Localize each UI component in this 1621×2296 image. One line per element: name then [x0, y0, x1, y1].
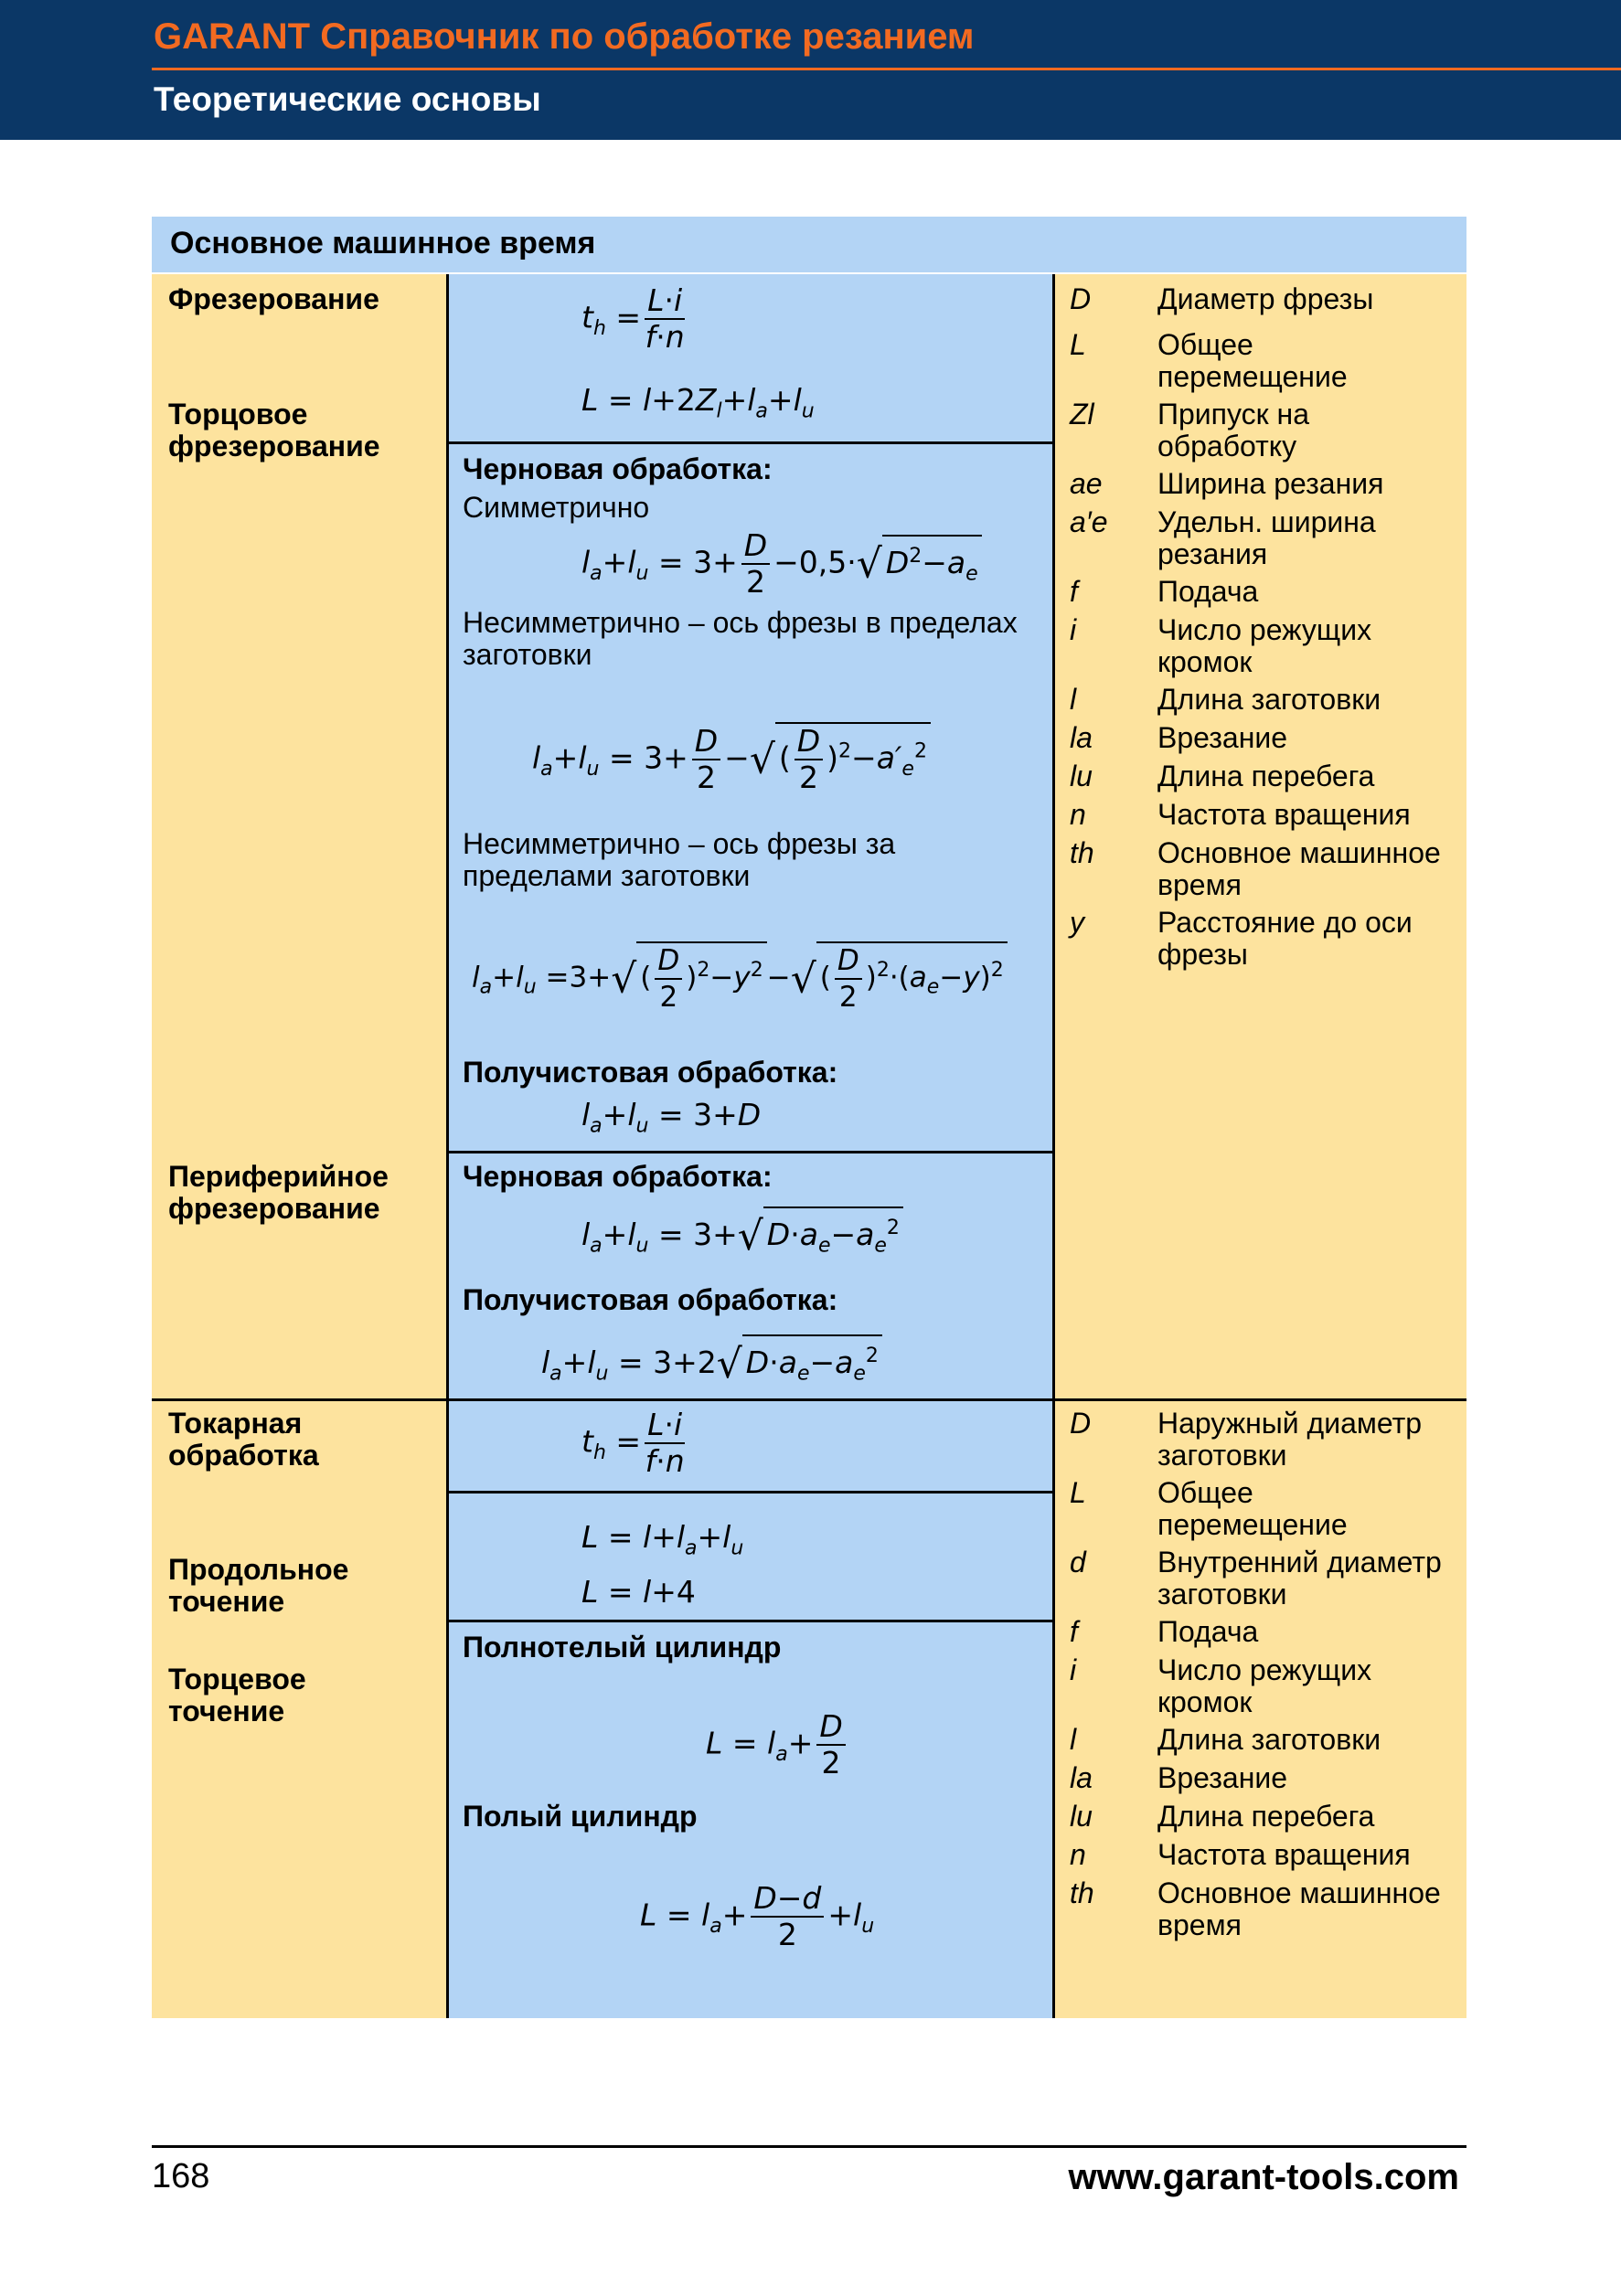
- legend-symbol: D: [1070, 1407, 1092, 1440]
- header-subtitle: Теоретические основы: [154, 80, 541, 118]
- asym-outside-label: Несимметрично – ось фрезы за пределами заготовки: [463, 827, 896, 892]
- legend-definition: Наружный диаметр заготовки: [1157, 1407, 1423, 1472]
- legend-definition: Длина заготовки: [1157, 683, 1381, 716]
- legend-definition: Внутренний диаметр заготовки: [1157, 1546, 1442, 1610]
- row-divider: [449, 441, 1052, 444]
- formula-asym-inside: $l_a+l_u = 3+$ $\frac{D}{2}$ −√ ( $\frac{D}{2}$ )$^2-a'_e^2$: [532, 722, 931, 795]
- legend-symbol: la: [1070, 1761, 1093, 1794]
- legend-symbol: n: [1070, 1838, 1086, 1871]
- column-divider: [1052, 274, 1055, 2018]
- legend-symbol: f: [1070, 1615, 1078, 1648]
- legend-definition: Врезание: [1157, 1761, 1288, 1794]
- formula-th-turning: $t_h$ = $\frac{L\cdot i}{f\cdot n}$: [581, 1407, 685, 1479]
- page-number: 168: [152, 2157, 210, 2195]
- legend-symbol: d: [1070, 1546, 1086, 1578]
- label-longitudinal-turning: Продольное точение: [168, 1553, 349, 1618]
- legend-definition: Припуск на обработку: [1157, 398, 1309, 462]
- formula-th-milling: $t_h$ = $\frac{L\cdot i}{f\cdot n}$: [581, 282, 685, 355]
- row-divider: [449, 1151, 1052, 1153]
- formula-rough-peripheral: $l_a+l_u = 3+√$ $D\cdot a_e-a_e^2$: [581, 1206, 903, 1267]
- legend-symbol: la: [1070, 721, 1093, 754]
- legend-definition: Длина перебега: [1157, 760, 1375, 792]
- rough-label-1: Черновая обработка:: [463, 452, 773, 485]
- legend-definition: Диаметр фрезы: [1157, 282, 1374, 315]
- formula-symmetric: $l_a+l_u = 3+$ $\frac{D}{2}$ −0,5·√ $D^2-a_e$: [581, 528, 982, 600]
- legend-symbol: a′e: [1070, 505, 1108, 538]
- semi-label-1: Получистовая обработка:: [463, 1056, 838, 1089]
- asym-inside-label: Несимметрично – ось фрезы в пределах заготовки: [463, 606, 1018, 671]
- semi-label-2: Получистовая обработка:: [463, 1283, 838, 1316]
- legend-symbol: l: [1070, 683, 1077, 716]
- hollow-cylinder-label: Полый цилиндр: [463, 1800, 698, 1833]
- legend-symbol: D: [1070, 282, 1092, 315]
- label-turning: Токарная обработка: [168, 1407, 319, 1472]
- legend-symbol: l: [1070, 1723, 1077, 1756]
- formula-hollow-cylinder: $L = l_a+$ $\frac{D-d}{2}$ $+l_u$: [640, 1880, 875, 1952]
- rough-label-2: Черновая обработка:: [463, 1160, 773, 1193]
- legend-definition: Общее перемещение: [1157, 328, 1348, 393]
- label-face-turning: Торцевое точение: [168, 1663, 306, 1727]
- table-heading: [152, 217, 1466, 272]
- label-face-milling: Торцовое фрезерование: [168, 398, 380, 462]
- legend-definition: Врезание: [1157, 721, 1288, 754]
- legend-definition: Основное машинное время: [1157, 836, 1441, 901]
- legend-definition: Частота вращения: [1157, 798, 1411, 831]
- row-divider: [449, 1491, 1052, 1493]
- page-header: [0, 0, 1621, 140]
- table-heading-text: Основное машинное время: [170, 226, 596, 260]
- symmetric-label: Симметрично: [463, 491, 650, 524]
- formula-solid-cylinder: $L = l_a+$ $\frac{D}{2}$: [706, 1709, 849, 1780]
- legend-definition: Подача: [1157, 575, 1259, 608]
- legend-symbol: L: [1070, 328, 1086, 361]
- legend-definition: Число режущих кромок: [1157, 613, 1372, 678]
- legend-symbol: L: [1070, 1476, 1086, 1509]
- legend-symbol: th: [1070, 1876, 1094, 1909]
- legend-definition: Частота вращения: [1157, 1838, 1411, 1871]
- label-peripheral-milling: Периферийное фрезерование: [168, 1160, 389, 1225]
- formula-asym-outside: $l_a+l_u =3+√$ ( $\frac{D}{2}$ )$^2-y^2$ −√ ( $\frac{D}{2}$ )$^2\cdot(a_e-y)^2$: [472, 941, 1008, 1015]
- legend-symbol: n: [1070, 798, 1086, 831]
- legend-definition: Ширина резания: [1157, 467, 1384, 500]
- legend-symbol: th: [1070, 836, 1094, 869]
- column-divider: [446, 274, 449, 2018]
- legend-definition: Основное машинное время: [1157, 1876, 1441, 1941]
- header-divider: [152, 68, 1621, 70]
- footer-divider: [152, 2145, 1466, 2148]
- legend-symbol: y: [1070, 906, 1084, 939]
- formula-semi-peripheral: $l_a+l_u = 3+2√$ $D\cdot a_e-a_e^2$: [541, 1334, 882, 1395]
- legend-definition: Длина заготовки: [1157, 1723, 1381, 1756]
- legend-symbol: Zl: [1070, 398, 1094, 430]
- header-title: GARANT Справочник по обработке резанием: [154, 16, 975, 57]
- legend-symbol: i: [1070, 1653, 1077, 1686]
- footer-url[interactable]: www.garant-tools.com: [1068, 2157, 1459, 2197]
- legend-symbol: lu: [1070, 1800, 1093, 1833]
- section-divider: [152, 1398, 1466, 1401]
- solid-cylinder-label: Полнотелый цилиндр: [463, 1631, 782, 1664]
- legend-symbol: f: [1070, 575, 1078, 608]
- legend-definition: Подача: [1157, 1615, 1259, 1648]
- legend-definition: Общее перемещение: [1157, 1476, 1348, 1541]
- legend-definition: Расстояние до оси фрезы: [1157, 906, 1413, 971]
- row-divider: [449, 1620, 1052, 1622]
- legend-definition: Число режущих кромок: [1157, 1653, 1372, 1718]
- legend-definition: Длина перебега: [1157, 1800, 1375, 1833]
- formula-L-milling: $L = l+2Z_l+l_a+l_u$: [581, 382, 815, 423]
- legend-symbol: ae: [1070, 467, 1103, 500]
- formula-L-face: L = l+4: [581, 1574, 696, 1610]
- formula-L-turning: $L = l+l_a+l_u$: [581, 1519, 744, 1560]
- label-milling: Фрезерование: [168, 282, 379, 315]
- formula-semi-1: $l_a+l_u = 3+D$: [581, 1097, 762, 1138]
- legend-definition: Удельн. ширина резания: [1157, 505, 1376, 570]
- legend-symbol: lu: [1070, 760, 1093, 792]
- legend-symbol: i: [1070, 613, 1077, 646]
